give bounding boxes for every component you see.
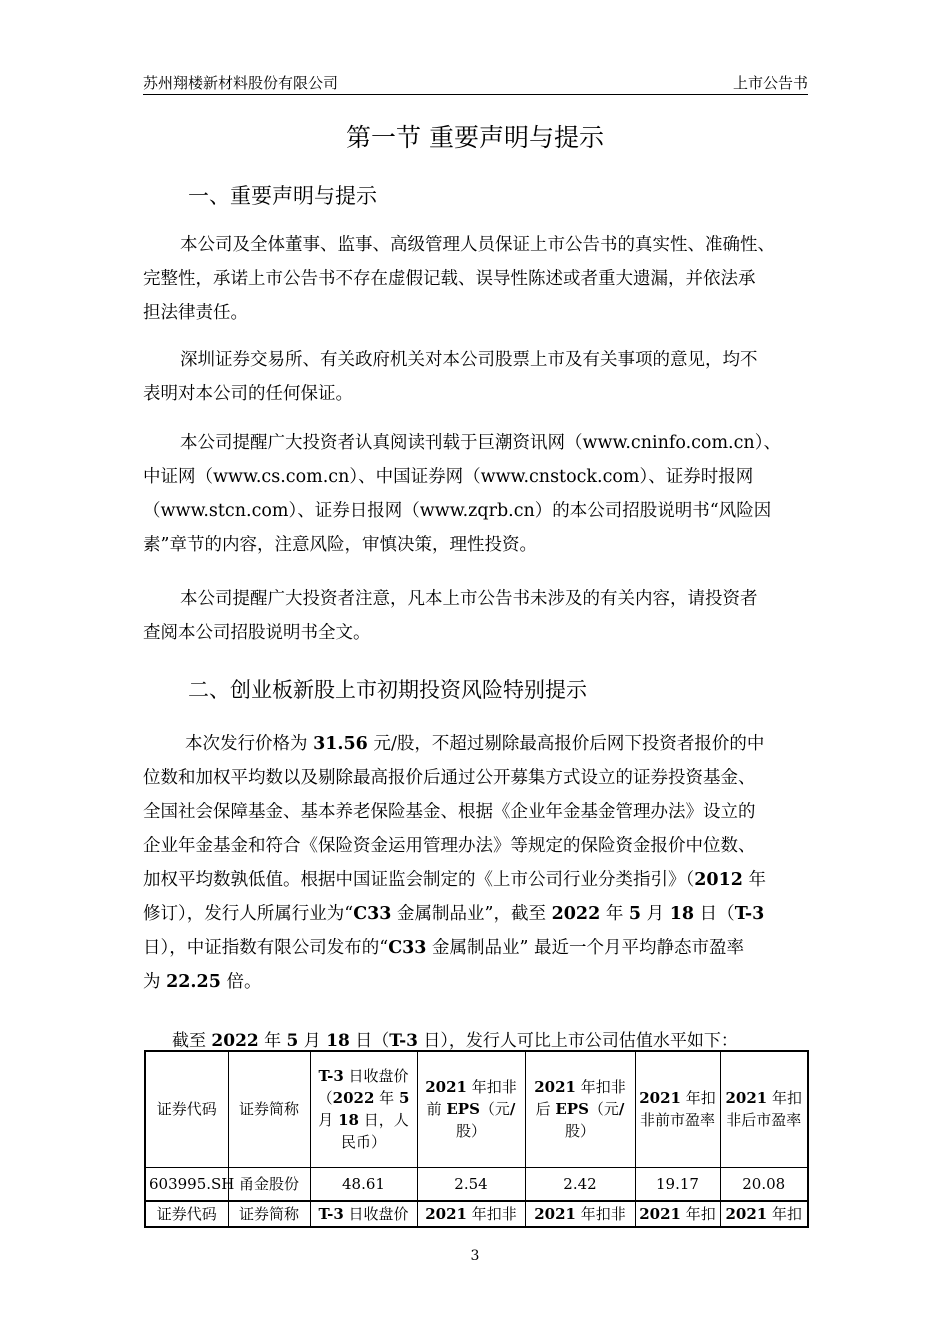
page-header <box>143 72 808 95</box>
cell-eps-pre: 2.54 <box>417 1167 525 1201</box>
paragraph-statement-4: 本公司提醒广大投资者注意，凡本上市公告书未涉及的有关内容，请投资者 查阅本公司招股说明书全文。 <box>143 589 758 643</box>
header-eps-pre: 2021 年扣非前 EPS（元/股） <box>417 1051 525 1167</box>
heading-risk-notice: 二、创业板新股上市初期投资风险特别提示 <box>188 678 587 702</box>
cell-close: 48.61 <box>310 1167 417 1201</box>
header-doc-type: 上市公告书 <box>732 74 808 92</box>
header-pe-pre: 2021 年扣非前市盈率 <box>635 1051 720 1167</box>
table-caption: 截至 2022 年 5 月 18 日（T-3 日），发行人可比上市公司估值水平如下： <box>172 1031 738 1051</box>
header-company: 苏州翔楼新材料股份有限公司 <box>143 74 339 92</box>
header-name: 证券简称 <box>228 1051 310 1167</box>
cell-name: 甬金股份 <box>228 1167 310 1201</box>
header-code: 证券代码 <box>145 1051 228 1167</box>
header-pe-post: 2021 年扣非后市盈率 <box>720 1051 808 1167</box>
paragraph-statement-3: 本公司提醒广大投资者认真阅读刊载于巨潮资讯网（www.cninfo.com.cn）、 中证网（www.cs.com.cn）、中国证券网（www.cnstock.com）、证券时报网 （www.stcn.com）、证券日报网（www.zqrb.cn）的本公司招股说明书“风险因 素”章节的内容，注意风险，审慎决策，理性投资。 <box>143 433 781 555</box>
table-row <box>145 1167 808 1201</box>
cell-code: 603995.SH <box>145 1167 228 1201</box>
cell-eps-post: 2.42 <box>525 1167 635 1201</box>
table-header-row <box>145 1051 808 1167</box>
cell-pe-post: 20.08 <box>720 1167 808 1201</box>
comparable-valuation-table <box>144 1050 809 1228</box>
paragraph-statement-2: 深圳证券交易所、有关政府机关对本公司股票上市及有关事项的意见，均不 表明对本公司的任何保证。 <box>143 350 758 404</box>
paragraph-statement-1: 本公司及全体董事、监事、高级管理人员保证上市公告书的真实性、准确性、 完整性，承诺上市公告书不存在虚假记载、误导性陈述或者重大遗漏，并依法承 担法律责任。 <box>143 235 775 323</box>
header-close-price: T-3 日收盘价（2022 年 5 月 18 日，人民币） <box>310 1051 417 1167</box>
header-eps-post: 2021 年扣非后 EPS（元/股） <box>525 1051 635 1167</box>
cell-pe-pre: 19.17 <box>635 1167 720 1201</box>
paragraph-risk-notice: 本次发行价格为 31.56 元/股，不超过剔除最高报价后网下投资者报价的中 位数和加权平均数以及剔除最高报价后通过公开募集方式设立的证券投资基金、 全国社会保障基金、基本养老保险基金、根据《企业年金基金管理办法》设立的 企业年金基金和符合《保险资金运用管理办法》等规定的保险资金报价中位数、 加权平均数孰低值。根据中国证监会制定的《上市公司行业分类指引》（2012 年 修订），发行人所属行业为“C33 金属制品业”，截至 2022 年 5 月 18 日（T-3 日），中证指数有限公司发布的“C33 金属制品业” 最近一个月平均静态市盈率 为 22.25 倍。 <box>143 734 767 992</box>
table-header-repeat-row: 证券代码 证券简称 T-3 日收盘价 2021 年扣非 2021 年扣非 2021 年扣 2021 年扣 <box>145 1201 808 1227</box>
page-number: 3 <box>470 1248 480 1264</box>
section-title: 第一节 重要声明与提示 <box>346 123 604 152</box>
heading-important-statement: 一、重要声明与提示 <box>188 184 377 208</box>
